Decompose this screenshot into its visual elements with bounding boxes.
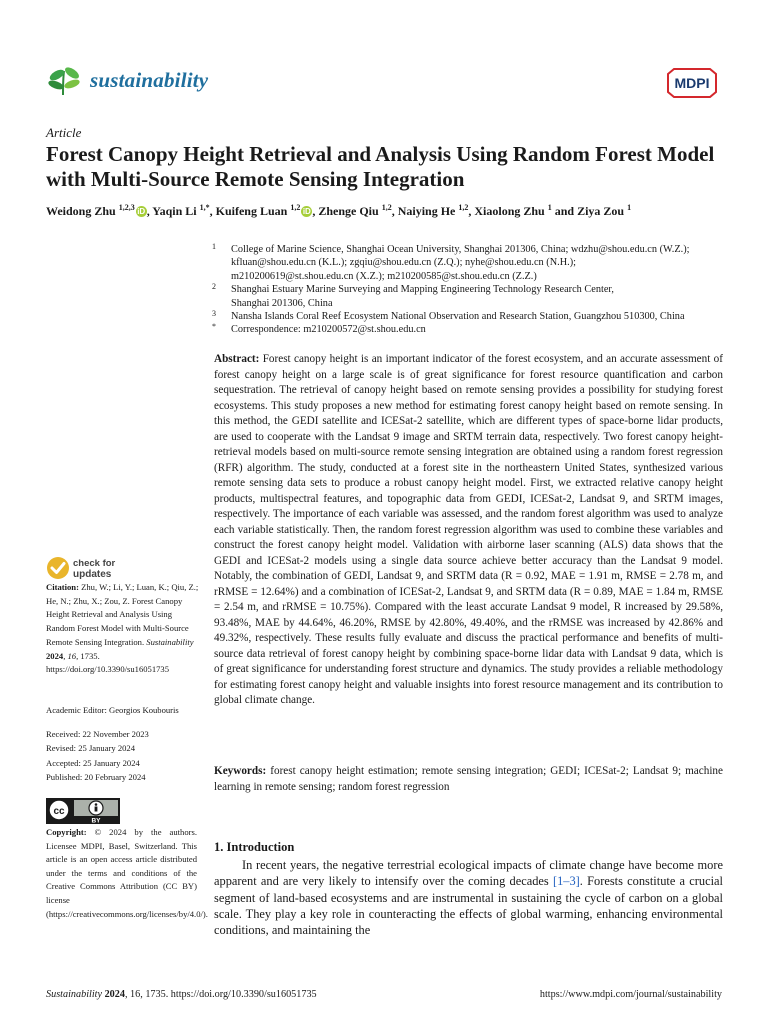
footer-citation (46, 989, 317, 1000)
cc-by-label: BY (91, 817, 101, 824)
cc-by-license-badge[interactable] (46, 798, 120, 824)
orcid-icon[interactable]: iD (137, 207, 146, 216)
journal-name: sustainability (90, 67, 209, 92)
author-name[interactable]: Ziya Zou (577, 204, 625, 218)
affiliation-line: College of Marine Science, Shanghai Ocean University, Shanghai 201306, China; wdzhu@shou.edu.cn (W.Z.); (231, 244, 690, 255)
abstract-text: Forest canopy height is an important indicator of the forest ecosystem, and an accurate assessment of forest canopy height on a large scale is of great significance for forest resource quantification and carbon sequestration. The retrieval of canopy height based on remote sensing provides a possibility for studying forest ecosystems. This study proposes a new method for estimating forest canopy height based on remote sensing. In this method, the GEDI satellite and ICESat-2 satellite, which are different types of space-borne lidar products, are used to cooperate with the Landsat 9 image and SRTM terrain data, respectively. Two forest canopy height-retrieval models based on multi-source remote sensing integration are obtained using a random forest regression (RFR) algorithm. The study, conducted at a forest site in the northeastern United States, synthesized various remote sensing data sets to produce a robust canopy height model. First, we extracted relative canopy height products, multispectral features, and topographic data from GEDI, ICESat-2, Landsat 9, and SRTM images, respectively. The importance of each variable was assessed, and the random forest algorithm was used to analyze each variable statistically. Then, the random forest regression algorithm was used to combine these variables and construct the forest canopy height model. Validation with airborne laser scanning (ALS) data shows that the GEDI and ICESat-2 models using a single data source achieve better accuracy than the Landsat 9 model. Notably, the combination of GEDI, Landsat 9, and SRTM data (R = 0.92, MAE = 1.91 m, RMSE = 2.78 m, and rRMSE = 12.64%) and a combination of ICESat-2, Landsat 9, and SRTM data (R = 0.89, MAE = 1.84 m, RMSE = 2.54 m, and rRMSE = 10.75%). Compared with the least accurate Landsat 9 model, R increased by 29.58%, 93.48%, MAE by 44.64%, 46.20%, RMSE by 42.80%, 49.40%, and the rRMSE was increased by 42.86% and 49.32%, respectively. These results fully evaluate and discuss the practical performance and benefits of multi-source data retrieval of forest canopy height by combining space-borne lidar data with Landsat 9 data, which is of great significance for understanding forest structure and dynamics. The study provides a reliable methodology for estimating forest canopy height and valuable insights into forest resource management and its contribution to global climate change. (214, 353, 723, 706)
intro-text-cont: . Forests constitute a crucial segment of land-based ecosystems and are instrumental in sustaining the cycle of carbon on a global scale. They play a key role in counteracting the effects of global warming, enhancing environmental conditions, and maintaining the (214, 874, 723, 938)
abstract (214, 352, 723, 709)
check-for-updates-badge[interactable] (46, 555, 176, 581)
check-updates-line1: check for (73, 558, 116, 569)
affiliation (212, 243, 732, 283)
leaf-icon (46, 63, 82, 97)
page-title: Forest Canopy Height Retrieval and Analysis Using Random Forest Model with Multi-Source Remote Sensing Integration (46, 142, 715, 191)
date-published: Published: 20 February 2024 (46, 772, 146, 783)
author-list: Weidong Zhu $^{1,2,3}$ iD , Yaqin Li $^{1,*}$, Kuifeng Luan $^{1,2}$ iD , Zhenge Qiu $^{1,2}$, Naiying He $^{1,2}$, Xiaolong Zhu $^1$ and Ziya Zou $^1$ (46, 203, 632, 218)
affiliation-marker: 2 (212, 282, 216, 292)
affiliation-marker: * (212, 322, 216, 332)
article-type: Article (46, 125, 82, 140)
author-affil-marker: 1,2,3 (118, 203, 135, 212)
author-affil-marker: 1,2 (381, 203, 392, 212)
author-name[interactable]: Naiying He (397, 204, 456, 218)
citation: Citation: Zhu, W.; Li, Y.; Luan, K.; Qiu, Z.; He, N.; Zhu, X.; Zou, Z. Forest Canopy Height Retrieval and Analysis Using Random Forest Model with Multi-Source Remote Sensing Integration. Sustainability 2024, 16, 1735. https://doi.org/10.3390/su16051735 (46, 582, 199, 675)
affiliation-marker: 1 (212, 242, 216, 251)
author-affil-marker: 1 (547, 203, 552, 212)
date-accepted: Accepted: 25 January 2024 (46, 757, 140, 768)
citation-journal: Sustainability (146, 636, 194, 647)
journal-logo[interactable] (46, 62, 226, 98)
citation-text: Zhu, W.; Li, Y.; Luan, K.; Qiu, Z.; He, N.; Zhu, X.; Zou, Z. Forest Canopy Height Retrieval and Analysis Using Random Forest Model with Multi-Source Remote Sensing Integration. (46, 582, 199, 647)
citation-year: 2024 (46, 650, 64, 661)
affiliation-line: m210200619@st.shou.edu.cn (X.Z.); m210200585@st.shou.edu.cn (Z.Z.) (231, 270, 537, 282)
copyright-text: © 2024 by the authors. Licensee MDPI, Basel, Switzerland. This article is an open access article distributed under the terms and conditions of the Creative Commons Attribution (CC BY) license (https://creativecommons.org/licenses/by/4.0/). (46, 827, 208, 919)
author-name[interactable]: Weidong Zhu (46, 204, 116, 218)
date-received: Received: 22 November 2023 (46, 729, 149, 739)
copyright-label: Copyright: (46, 827, 87, 837)
citation-doi[interactable]: 1735. https://doi.org/10.3390/su16051735 (46, 650, 170, 675)
mdpi-logo-icon (664, 68, 720, 98)
citation-volume: 16 (67, 650, 77, 661)
author-affil-marker: 1,* (199, 203, 210, 212)
affiliation-line: kfluan@shou.edu.cn (K.L.); zgqiu@shou.edu.cn (Z.Q.); nyhe@shou.edu.cn (N.H.); (231, 257, 577, 269)
abstract-label: Abstract: (214, 353, 260, 365)
author-name[interactable]: Kuifeng Luan (215, 204, 288, 218)
citation-label: Citation: (46, 582, 79, 592)
keywords-label: Keywords: (214, 765, 267, 777)
check-updates-icon (47, 557, 69, 579)
footer-journal: Sustainability (46, 989, 103, 1000)
footer-doi[interactable]: , 16, 1735. https://doi.org/10.3390/su16051735 (124, 989, 317, 1000)
copyright (46, 826, 208, 921)
citation-link[interactable]: [1–3] (552, 874, 580, 889)
author-affil-marker: 1,2 (290, 203, 301, 212)
academic-editor: Academic Editor: Georgios Koubouris (46, 705, 179, 715)
svg-text:cc: cc (53, 806, 65, 817)
orcid-icon[interactable]: iD (302, 207, 311, 216)
mdpi-logo[interactable] (664, 68, 720, 103)
affiliation-line: Nansha Islands Coral Reef Ecosystem National Observation and Research Station, Guangzhou 510300, China (231, 311, 685, 323)
check-updates-line2: updates (73, 569, 112, 580)
author-name[interactable]: Xiaolong Zhu (474, 204, 545, 218)
date-revised: Revised: 25 January 2024 (46, 743, 136, 754)
introduction-paragraph (214, 857, 723, 938)
affiliations (212, 243, 732, 337)
affiliation (212, 310, 732, 323)
keywords (214, 764, 723, 795)
author-name[interactable]: Yaqin Li (152, 204, 197, 218)
correspondence-line: Correspondence: m210200572@st.shou.edu.cn (231, 324, 426, 336)
mdpi-logo-text: MDPI (674, 75, 710, 91)
affiliation-marker: 3 (212, 309, 216, 319)
footer-journal-url[interactable]: https://www.mdpi.com/journal/sustainability (539, 989, 722, 1000)
author-affil-marker: 1,2 (458, 203, 469, 212)
section-heading-introduction: 1. Introduction (214, 840, 295, 854)
affiliation (212, 283, 732, 310)
footer-year: 2024 (104, 989, 125, 1000)
affiliation-line: Shanghai Estuary Marine Surveying and Mapping Engineering Technology Research Center, (231, 284, 614, 296)
affiliation-line: Shanghai 201306, China (231, 297, 333, 309)
publication-dates (46, 727, 206, 785)
correspondence (212, 323, 732, 336)
intro-text: In recent years, the negative terrestrial ecological impacts of climate change have become more apparent and are very likely to intensify over the coming decades (214, 858, 723, 889)
author-affil-marker: 1 (627, 203, 632, 212)
author-name[interactable]: Zhenge Qiu (318, 204, 379, 218)
keywords-text: forest canopy height estimation; remote sensing integration; GEDI; ICESat-2; Landsat 9; machine learning in remote sensing; random forest regression (214, 765, 723, 793)
